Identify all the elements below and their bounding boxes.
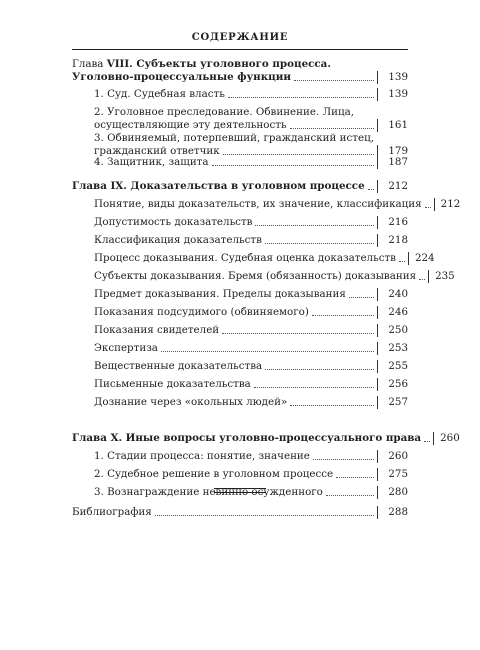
toc-entry-title: Показания подсудимого (обвиняемого) — [94, 306, 309, 318]
toc-section-entry — [94, 360, 408, 373]
toc-section-entry — [94, 306, 408, 319]
dot-leader — [425, 207, 431, 208]
page-number: 256 — [377, 378, 408, 391]
toc-entry-title: Допустимость доказательств — [94, 216, 253, 228]
page-number: 235 — [428, 270, 455, 283]
toc-entry-title: Предмет доказывания. Пределы доказывания — [94, 288, 346, 300]
toc-entry-prefix: Глава — [72, 58, 107, 70]
dot-leader — [294, 80, 374, 81]
page-number: 255 — [377, 360, 408, 373]
page-number: 212 — [434, 198, 461, 211]
toc-entry-title: Понятие, виды доказательств, их значение, классификация — [94, 198, 422, 210]
dot-leader — [424, 441, 430, 442]
toc-entry-title: 2. Судебное решение в уголовном процессе — [94, 468, 334, 480]
toc-entry-title-line — [72, 58, 408, 71]
dot-leader — [254, 387, 374, 388]
toc-entry-title-line — [94, 106, 408, 119]
page-number: 139 — [377, 71, 408, 84]
toc-entry-title: 4. Защитник, защита — [94, 156, 209, 168]
dot-leader — [212, 165, 374, 166]
toc-entry-title: 1. Суд. Судебная власть — [94, 88, 225, 100]
toc-entry-title: 1. Стадии процесса: понятие, значение — [94, 450, 310, 462]
page-number: 218 — [377, 234, 408, 247]
page-number: 139 — [377, 88, 408, 101]
running-head: СОДЕРЖАНИЕ — [191, 32, 289, 43]
toc-entry-title: Дознание через «окольных людей» — [94, 396, 288, 408]
dot-leader — [265, 243, 374, 244]
dot-leader — [290, 128, 374, 129]
toc-entry-title: Письменные доказательства — [94, 378, 251, 390]
toc-section-entry — [94, 88, 408, 101]
toc-entry-title: VIII. Субъекты уголовного процесса. — [106, 58, 331, 70]
toc-section-entry — [94, 378, 408, 391]
toc-chapter-entry — [72, 432, 460, 445]
toc-chapter-entry — [72, 58, 408, 84]
page-number: 275 — [377, 468, 408, 481]
header-rule — [72, 49, 408, 50]
toc-entry-title: гражданский ответчик — [94, 145, 220, 157]
dot-leader — [326, 495, 374, 496]
toc-entry-title: 3. Вознаграждение невинно осужденного — [94, 486, 323, 498]
page-number: 257 — [377, 396, 408, 409]
dot-leader — [349, 297, 374, 298]
end-rule-top — [214, 488, 266, 489]
dot-leader — [399, 261, 405, 262]
toc-section-entry — [94, 270, 455, 283]
toc-entry-title: Уголовно-процессуальные функции — [72, 71, 292, 83]
dot-leader — [312, 315, 374, 316]
dot-leader — [161, 351, 374, 352]
dot-leader — [313, 459, 374, 460]
page-number: 260 — [433, 432, 460, 445]
toc-section-entry — [94, 396, 408, 409]
toc-entry-title: 3. Обвиняемый, потерпевший, гражданский истец, — [94, 132, 374, 144]
toc-section-entry — [94, 198, 461, 211]
dot-leader — [155, 515, 374, 516]
toc-entry — [72, 506, 408, 519]
page-number: 216 — [377, 216, 408, 229]
dot-leader — [419, 279, 425, 280]
toc-entry-title: осуществляющие эту деятельность — [94, 119, 287, 131]
toc-section-entry — [94, 132, 408, 158]
toc-entry-title: Библиография — [72, 506, 152, 518]
toc-entry-title: Процесс доказывания. Судебная оценка доказательств — [94, 252, 396, 264]
toc-section-entry — [94, 342, 408, 355]
page-number: 161 — [377, 119, 408, 132]
toc-entry-title: Глава X. Иные вопросы уголовно-процессуального права — [72, 432, 422, 444]
page-number: 224 — [408, 252, 435, 265]
toc-section-entry — [94, 216, 408, 229]
toc-entry-title: Вещественные доказательства — [94, 360, 263, 372]
page-number: 250 — [377, 324, 408, 337]
page-number: 280 — [377, 486, 408, 499]
page-number: 246 — [377, 306, 408, 319]
page-number: 179 — [377, 145, 408, 158]
toc-section-entry — [94, 106, 408, 132]
toc-section-entry — [94, 288, 408, 301]
page-number: 212 — [377, 180, 408, 193]
toc-entry-title-line — [94, 132, 408, 145]
dot-leader — [255, 225, 374, 226]
toc-entry-title: Экспертиза — [94, 342, 158, 354]
toc-entry-title: 2. Уголовное преследование. Обвинение. Лица, — [94, 106, 355, 118]
dot-leader — [223, 154, 374, 155]
toc-section-entry — [94, 324, 408, 337]
toc-entry-title: Классификация доказательств — [94, 234, 262, 246]
dot-leader — [336, 477, 374, 478]
toc-entry-title: Субъекты доказывания. Бремя (обязанность) доказывания — [94, 270, 417, 282]
dot-leader — [222, 333, 374, 334]
page-number: 288 — [377, 506, 408, 519]
toc-section-entry — [94, 252, 435, 265]
toc-section-entry — [94, 234, 408, 247]
page-number: 260 — [377, 450, 408, 463]
toc-section-entry — [94, 468, 408, 481]
toc-section-entry — [94, 156, 408, 169]
page-number: 240 — [377, 288, 408, 301]
toc-entry-title: Показания свидетелей — [94, 324, 220, 336]
dot-leader — [228, 97, 374, 98]
page-number: 253 — [377, 342, 408, 355]
toc-section-entry — [94, 450, 408, 463]
page-number: 187 — [377, 156, 408, 169]
dot-leader — [290, 405, 374, 406]
dot-leader — [265, 369, 374, 370]
dot-leader — [368, 189, 374, 190]
toc-chapter-entry — [72, 180, 408, 193]
end-rule-bottom — [214, 492, 266, 493]
toc-entry-title: Глава IX. Доказательства в уголовном процессе — [72, 180, 365, 192]
